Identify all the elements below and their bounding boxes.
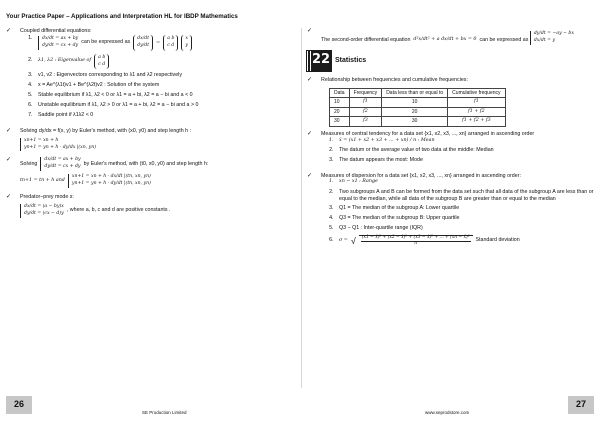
sd-label: Standard deviation	[475, 237, 520, 244]
table-cell: f1 + f2 + f3	[448, 117, 505, 127]
table-header: Cumulative frequency	[448, 88, 505, 98]
table-cell: 20	[330, 107, 350, 117]
coupled-item-4: 4. x = Ae^(λ1t)v1 + Be^(λ2t)v2 : Solution of the system	[34, 82, 298, 89]
central-item-mean: 1. x̄ = (x1 + x2 + x3 + ... + xn) / n : Mean	[335, 138, 594, 144]
eigen-matrix: a b c d	[94, 54, 109, 70]
check-icon: ✓	[307, 172, 313, 179]
check-icon: ✓	[6, 157, 12, 164]
coupled-item-1: 1. dx/dt = ax + by dy/dt = cx + dy can be expressed as dx/dt dy/dt = a b c d x y	[34, 35, 298, 51]
central-title: Measures of central tendency for a data set {x1, x2, x3, ..., xn} arranged in ascending order	[321, 130, 535, 137]
table-cell: 10	[330, 98, 350, 108]
second-order-equation: d²x/dt² + a dx/dt + bx = 0	[413, 37, 477, 43]
frequency-table	[329, 88, 506, 127]
coupled-item-7: 7. Saddle point if λ1λ2 < 0	[34, 112, 298, 119]
table-cell: f1	[349, 98, 382, 108]
coupled-equations-block	[6, 28, 298, 122]
relationship-title: Relationship between frequencies and cumulative frequencies:	[321, 76, 468, 83]
dispersion-item-iqr: 5. Q3 − Q1 : Inter-quartile range (IQR)	[335, 225, 594, 232]
table-header: Frequency	[349, 88, 382, 98]
euler-single-formulas: xn+1 = xn + h yn+1 = yn + h · dy/dx |(xn, yn)	[20, 138, 96, 152]
dispersion-title: Measures of dispersion for a data set {x1, x2, x3, ..., xn} arranged in ascending order:	[321, 172, 521, 179]
euler-system-block	[6, 157, 298, 188]
second-order-system: dy/dt = −ay − bx dx/dt = y	[530, 31, 574, 45]
variable-vector: x y	[181, 35, 192, 51]
section-heading	[307, 51, 594, 71]
check-icon: ✓	[307, 28, 313, 34]
table-cell: 20	[382, 107, 448, 117]
euler-single-text: Solving dy/dx = f(x, y) by Euler's method, with (x0, y0) and step length h :	[20, 127, 192, 134]
predator-prey-block	[6, 194, 298, 218]
publisher-name: SE Production Limited	[142, 410, 187, 416]
left-page-content	[6, 28, 298, 394]
check-icon: ✓	[307, 76, 313, 83]
section-title: Statistics	[335, 57, 367, 65]
second-order-text-2: can be expressed as	[479, 36, 529, 43]
sd-formula: $\frac{\text{(x1 − x̄)² + (x2 − x̄)² + (x3 − x̄)² + ... + (xn − x̄)²}}{n}$	[359, 235, 473, 247]
coupled-title: Coupled differential equations:	[20, 28, 92, 34]
right-page-number: 27	[568, 396, 594, 414]
table-row	[330, 98, 506, 108]
coupled-item-2: 2. λ1, λ2 : Eigenvalue of a b c d	[34, 54, 298, 70]
table-cell: f1	[448, 98, 505, 108]
dispersion-item-range: 1. xn − x1 : Range	[335, 179, 594, 185]
website-url: www.seprodstore.com	[425, 410, 470, 416]
table-cell: f3	[349, 117, 382, 127]
check-icon: ✓	[6, 127, 12, 134]
coupled-lhs-vector: dx/dt dy/dt	[133, 35, 153, 51]
predator-text: , where a, b, c and d are positive constants .	[66, 207, 171, 214]
page-gutter	[301, 28, 302, 388]
predator-system: dx/dt = (a − by)x dy/dt = (cx − d)y	[20, 204, 64, 218]
table-cell: 30	[382, 117, 448, 127]
dispersion-block	[307, 173, 594, 250]
euler-system-pre: Solving	[20, 160, 38, 167]
euler-system-equations: dx/dt = ax + by dy/dt = cx + dy	[40, 157, 80, 171]
left-page-number: 26	[6, 396, 32, 414]
coupled-item-3: 3. v1, v2 : Eigenvectors corresponding to λ1 and λ2 respectively	[34, 72, 298, 79]
central-tendency-block	[307, 131, 594, 167]
relationship-block	[307, 77, 594, 84]
dispersion-item-q3: 4. Q3 = The median of the subgroup B: Upper quartile	[335, 215, 594, 222]
euler-system-post: by Euler's method, with (t0, x0, y0) and step length h:	[83, 160, 209, 167]
central-item-median: 2. The datum or the average value of two data at the middle: Median	[335, 147, 594, 154]
coefficient-matrix: a b c d	[163, 35, 178, 51]
euler-t-step: tn+1 = tn + h and	[20, 178, 65, 184]
dispersion-item-subgroups: 2. Two subgroups A and B can be formed from the data set such that all data of the subgroup A are less than or equal to the median, while all data of the subgroup B are greater than or equal to the median	[335, 189, 594, 203]
second-order-text-1: The second-order differential equation	[321, 36, 411, 43]
page-footer	[0, 396, 600, 424]
check-icon: ✓	[6, 194, 12, 201]
right-page-content	[307, 28, 594, 394]
page-header: Your Practice Paper – Applications and Interpretation HL for IBDP Mathematics	[6, 13, 238, 20]
coupled-text: can be expressed as	[81, 39, 131, 46]
table-header-row	[330, 88, 506, 98]
coupled-item-5: 5. Stable equilibrium if λ1, λ2 < 0 or λ1 = a + bi, λ2 = a − bi and a < 0	[34, 92, 298, 99]
table-cell: 10	[382, 98, 448, 108]
coupled-item-6: 6. Unstable equilibrium if λ1, λ2 > 0 or λ1 = a + bi, λ2 = a − bi and a > 0	[34, 102, 298, 109]
check-icon: ✓	[6, 28, 12, 34]
table-cell: 30	[330, 117, 350, 127]
table-row	[330, 107, 506, 117]
dispersion-item-q1: 3. Q1 = The median of the subgroup A: Lower quartile	[335, 205, 594, 212]
table-cell: f1 + f2	[448, 107, 505, 117]
table-header: Data	[330, 88, 350, 98]
second-order-block	[307, 28, 594, 45]
central-item-mode: 3. The datum appears the most: Mode	[335, 157, 594, 164]
dispersion-item-sd: 6. σ = √ $\frac{\text{(x1 − x̄)² + (x2 − x̄)² + (x3 − x̄)² + ... + (xn − x̄)²}}{n}$ Standard deviation	[335, 235, 594, 247]
table-cell: f2	[349, 107, 382, 117]
table-header: Data less than or equal to	[382, 88, 448, 98]
coupled-system: 1. dx/dt = ax + by dy/dt = cx + dy	[38, 36, 78, 50]
table-row	[330, 117, 506, 127]
euler-single-block	[6, 128, 298, 152]
euler-system-formulas: xn+1 = xn + h · dx/dt |(tn, xn, yn) yn+1 = yn + h · dy/dt |(tn, xn, yn)	[68, 174, 151, 188]
predator-title: Predator–prey mode s:	[20, 194, 74, 201]
section-number: 22	[307, 51, 331, 71]
check-icon: ✓	[307, 130, 313, 137]
